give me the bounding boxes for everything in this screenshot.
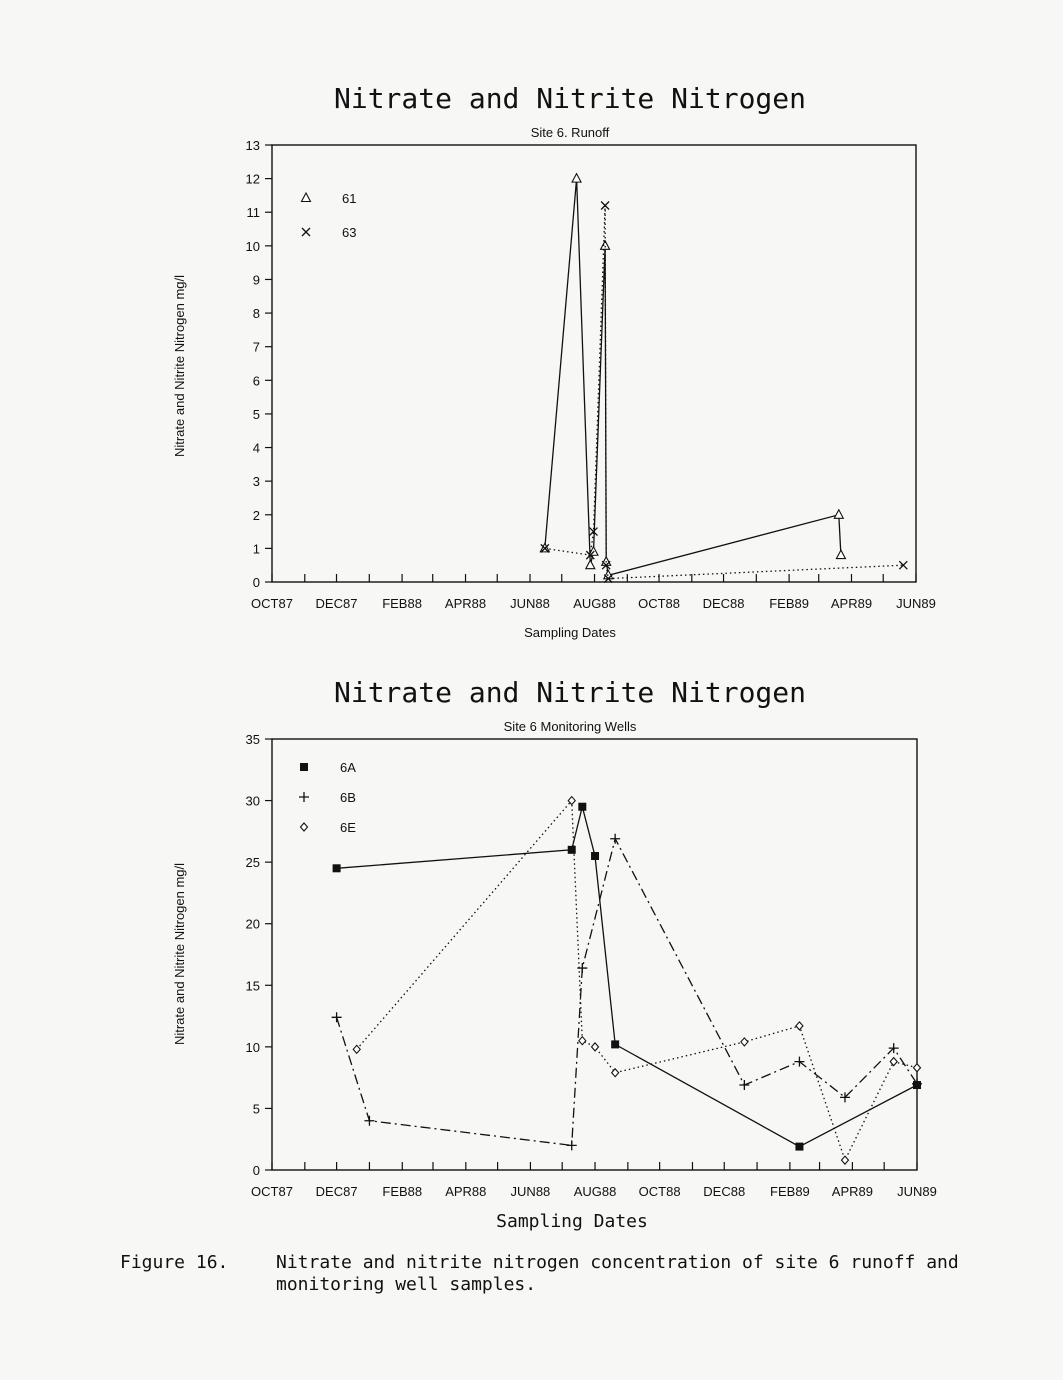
x-tick-label: OCT87 (251, 1184, 293, 1199)
data-point-6B (610, 834, 620, 844)
x-tick-label: APR88 (444, 596, 487, 611)
caption-label: Figure 16. (120, 1252, 229, 1273)
data-point-6E (914, 1064, 921, 1072)
x-tick-label: AUG88 (573, 1184, 617, 1199)
x-tick-label: FEB88 (382, 1184, 423, 1199)
x-tick-label: OCT87 (251, 596, 293, 611)
chart-title: Nitrate and Nitrite Nitrogen (333, 676, 807, 709)
runoff-chart (172, 82, 936, 640)
y-tick-label: 5 (252, 1101, 260, 1117)
y-tick-label: 2 (252, 507, 260, 523)
legend-marker-6E (301, 823, 308, 831)
y-tick-label: 1 (252, 541, 260, 557)
data-point-6A (333, 864, 341, 872)
x-tick-label: DEC87 (315, 1184, 358, 1199)
y-tick-label: 0 (252, 1163, 260, 1178)
x-ticks (251, 574, 936, 611)
x-tick-label: OCT88 (638, 596, 680, 611)
data-point-63 (601, 202, 609, 210)
y-tick-label: 20 (245, 916, 260, 932)
legend-marker-6B (299, 792, 309, 802)
x-tick-label: FEB89 (770, 1184, 810, 1199)
y-axis-label: Nitrate and Nitrite Nitrogen mg/l (172, 274, 187, 458)
data-point-63 (899, 561, 907, 569)
data-point-6A (568, 846, 576, 854)
x-tick-label: JUN88 (510, 596, 550, 611)
y-tick-label: 13 (245, 138, 260, 153)
legend-label: 61 (342, 191, 357, 206)
x-tick-label: APR88 (445, 1184, 487, 1199)
data-point-6E (796, 1022, 803, 1030)
legend-marker-61 (302, 193, 311, 202)
data-point-6E (353, 1045, 360, 1053)
data-point-6E (890, 1058, 897, 1066)
legend-label: 6B (340, 790, 356, 805)
series-line-6A (337, 807, 917, 1147)
y-axis-label: Nitrate and Nitrite Nitrogen mg/l (172, 862, 187, 1046)
legend (302, 191, 357, 240)
caption-text: Nitrate and nitrite nitrogen concentration of site 6 runoff and monitoring well samples. (276, 1252, 959, 1295)
x-tick-label: APR89 (830, 596, 873, 611)
data-point-61 (586, 560, 595, 569)
legend-label: 63 (342, 225, 357, 240)
series-line-6B (337, 839, 917, 1146)
chart-title: Nitrate and Nitrite Nitrogen (333, 82, 807, 115)
data-point-6E (579, 1037, 586, 1045)
data-point-6A (795, 1143, 803, 1151)
y-tick-label: 6 (252, 373, 260, 389)
x-tick-label: OCT88 (638, 1184, 681, 1199)
x-tick-label: JUN89 (896, 596, 936, 611)
series-line-63 (545, 206, 904, 579)
y-tick-label: 8 (252, 306, 260, 322)
x-tick-label: APR89 (831, 1184, 873, 1199)
x-axis-label: Sampling Dates (524, 625, 616, 640)
y-ticks (246, 732, 272, 1178)
data-point-6A (591, 852, 599, 860)
y-tick-label: 4 (252, 440, 260, 456)
y-tick-label: 15 (245, 978, 260, 994)
data-point-6B (739, 1080, 749, 1090)
data-point-6E (592, 1043, 599, 1051)
y-tick-label: 11 (246, 205, 260, 221)
plot-frame (272, 739, 917, 1170)
y-tick-label: 0 (252, 575, 260, 590)
x-tick-label: DEC88 (703, 1184, 746, 1199)
plot-frame (272, 145, 916, 582)
data-point-6B (364, 1116, 374, 1126)
x-tick-label: AUG88 (573, 596, 616, 611)
series-group (540, 174, 907, 583)
series-group (332, 797, 922, 1165)
y-tick-label: 30 (245, 793, 260, 809)
figure-caption (120, 1252, 966, 1296)
y-tick-label: 9 (252, 272, 260, 288)
x-tick-label: FEB88 (382, 596, 422, 611)
y-tick-label: 5 (252, 406, 260, 422)
y-tick-label: 10 (245, 238, 260, 254)
x-axis-label: Sampling Dates (496, 1211, 648, 1232)
x-tick-label: DEC87 (315, 596, 358, 611)
legend-label: 6E (340, 820, 356, 835)
data-point-6E (841, 1156, 848, 1164)
chart-subtitle: Site 6 Monitoring Wells (503, 719, 637, 734)
legend (299, 760, 356, 835)
y-ticks (246, 138, 272, 590)
legend-label: 6A (340, 760, 356, 775)
y-tick-label: 3 (252, 474, 260, 490)
x-tick-label: FEB89 (769, 596, 809, 611)
wells-chart (172, 676, 937, 1232)
x-tick-label: JUN89 (897, 1184, 937, 1199)
y-tick-label: 12 (245, 171, 260, 187)
chart-subtitle: Site 6. Runoff (530, 125, 610, 140)
legend-marker-63 (302, 228, 310, 236)
data-point-61 (834, 510, 843, 519)
x-tick-label: DEC88 (702, 596, 745, 611)
series-line-61 (545, 179, 841, 576)
y-tick-label: 10 (245, 1039, 260, 1055)
data-point-6B (567, 1140, 577, 1150)
x-ticks (251, 1162, 937, 1199)
data-point-61 (572, 174, 581, 183)
y-tick-label: 35 (245, 732, 260, 747)
data-point-6B (332, 1012, 342, 1022)
legend-marker-6A (300, 763, 308, 771)
data-point-61 (836, 550, 845, 559)
series-line-6E (357, 801, 917, 1161)
data-point-6A (611, 1040, 619, 1048)
y-tick-label: 25 (245, 855, 260, 871)
y-tick-label: 7 (252, 339, 260, 355)
data-point-6A (578, 803, 586, 811)
data-point-6E (741, 1038, 748, 1046)
x-tick-label: JUN88 (510, 1184, 551, 1199)
